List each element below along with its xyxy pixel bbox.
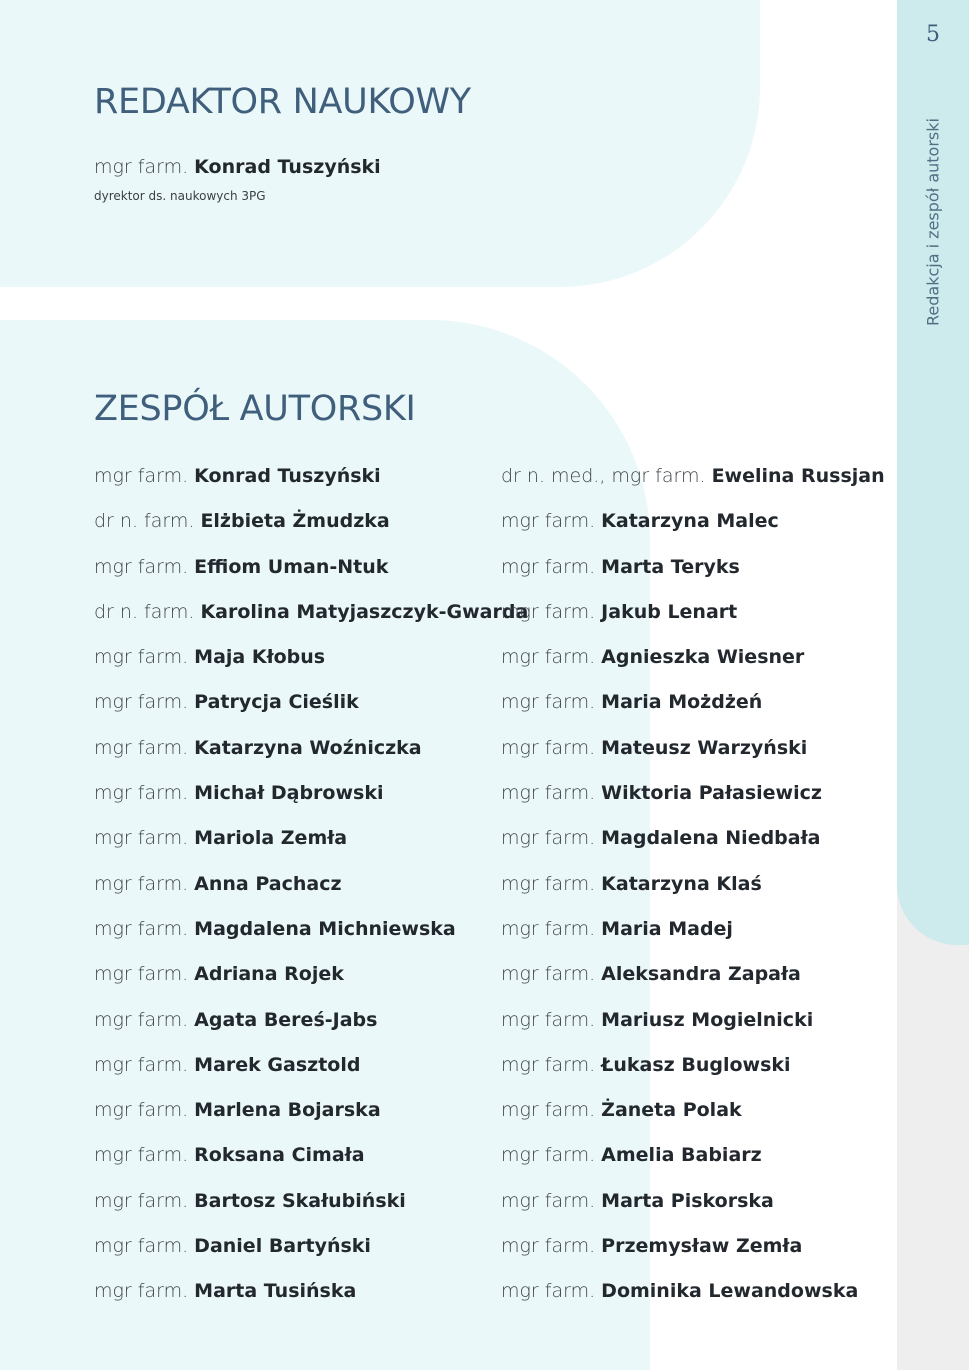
author-name: Magdalena Niedbała	[601, 827, 821, 850]
author-title-prefix: dr n. farm.	[94, 600, 195, 623]
author-title-prefix: mgr farm.	[501, 1189, 596, 1212]
author-title-prefix: mgr farm.	[94, 646, 189, 669]
author-title-prefix: mgr farm.	[501, 1280, 596, 1303]
author-title-prefix: mgr farm.	[501, 600, 596, 623]
author-item	[501, 1186, 885, 1231]
author-title-prefix: mgr farm.	[501, 827, 596, 850]
author-item	[501, 687, 885, 732]
author-item	[94, 959, 528, 1004]
editor-name: Konrad Tuszyński	[194, 156, 381, 178]
author-name: Łukasz Buglowski	[601, 1053, 791, 1076]
author-list-right	[501, 461, 885, 1322]
author-name: Mariola Zemła	[194, 827, 348, 850]
editor-heading: REDAKTOR NAUKOWY	[94, 82, 471, 122]
author-name: Agata Bereś-Jabs	[194, 1008, 378, 1031]
author-item	[94, 1231, 528, 1276]
author-name: Jakub Lenart	[601, 600, 738, 623]
author-title-prefix: mgr farm.	[501, 1144, 596, 1167]
author-title-prefix: mgr farm.	[501, 872, 596, 895]
author-name: Wiktoria Pałasiewicz	[601, 782, 822, 805]
author-title-prefix: mgr farm.	[501, 963, 596, 986]
author-name: Magdalena Michniewska	[194, 917, 456, 940]
author-item	[501, 552, 885, 597]
author-item	[94, 1050, 528, 1095]
author-name: Żaneta Polak	[601, 1099, 742, 1122]
author-title-prefix: mgr farm.	[94, 782, 189, 805]
author-name: Michał Dąbrowski	[194, 782, 384, 805]
author-name: Effiom Uman-Ntuk	[194, 555, 389, 578]
author-title-prefix: mgr farm.	[94, 1235, 189, 1258]
author-title-prefix: mgr farm.	[94, 465, 189, 487]
author-name: Mariusz Mogielnicki	[601, 1008, 814, 1031]
author-title-prefix: dr n. med., mgr farm.	[501, 465, 706, 487]
author-item	[94, 597, 528, 642]
author-name: Elżbieta Żmudzka	[200, 510, 390, 533]
author-item	[94, 869, 528, 914]
author-title-prefix: dr n. farm.	[94, 510, 195, 533]
author-name: Karolina Matyjaszczyk-Gwarda	[200, 600, 529, 623]
author-title-prefix: mgr farm.	[501, 510, 596, 533]
team-heading: ZESPÓŁ AUTORSKI	[94, 389, 416, 429]
author-title-prefix: mgr farm.	[501, 1235, 596, 1258]
author-title-prefix: mgr farm.	[94, 1280, 189, 1303]
author-name: Adriana Rojek	[194, 963, 344, 986]
author-item	[501, 597, 885, 642]
author-title-prefix: mgr farm.	[501, 1053, 596, 1076]
author-item	[94, 1095, 528, 1140]
author-item	[94, 778, 528, 823]
author-item	[94, 1005, 528, 1050]
editor-name-line	[94, 156, 381, 178]
author-name: Anna Pachacz	[194, 872, 342, 895]
author-title-prefix: mgr farm.	[94, 736, 189, 759]
chapter-side-title: Redakcja i zespół autorski	[923, 118, 943, 326]
editor-title-prefix: mgr farm.	[94, 156, 189, 178]
author-item	[501, 1005, 885, 1050]
author-name: Patrycja Cieślik	[194, 691, 359, 714]
author-item	[94, 506, 528, 551]
author-item	[501, 506, 885, 551]
author-item	[94, 823, 528, 868]
author-item	[501, 461, 885, 506]
author-item	[94, 914, 528, 959]
author-item	[501, 869, 885, 914]
author-name: Maria Możdżeń	[601, 691, 763, 714]
author-title-prefix: mgr farm.	[501, 782, 596, 805]
author-item	[501, 1140, 885, 1185]
author-name: Maja Kłobus	[194, 646, 326, 669]
author-item	[501, 778, 885, 823]
author-name: Marlena Bojarska	[194, 1099, 381, 1122]
author-title-prefix: mgr farm.	[94, 1189, 189, 1212]
author-list-left	[94, 461, 528, 1322]
author-item	[94, 687, 528, 732]
author-title-prefix: mgr farm.	[94, 691, 189, 714]
author-name: Marek Gasztold	[194, 1053, 361, 1076]
author-name: Przemysław Zemła	[601, 1235, 803, 1258]
author-item	[94, 461, 528, 506]
author-name: Ewelina Russjan	[711, 465, 885, 487]
author-name: Mateusz Warzyński	[601, 736, 808, 759]
author-item	[501, 823, 885, 868]
author-item	[94, 1276, 528, 1321]
author-title-prefix: mgr farm.	[94, 872, 189, 895]
page-number: 5	[926, 22, 940, 47]
author-item	[501, 1050, 885, 1095]
author-name: Konrad Tuszyński	[194, 465, 381, 487]
author-title-prefix: mgr farm.	[501, 1008, 596, 1031]
author-title-prefix: mgr farm.	[501, 646, 596, 669]
author-title-prefix: mgr farm.	[94, 1099, 189, 1122]
author-title-prefix: mgr farm.	[501, 1099, 596, 1122]
author-name: Dominika Lewandowska	[601, 1280, 859, 1303]
author-item	[501, 1095, 885, 1140]
author-name: Agnieszka Wiesner	[601, 646, 805, 669]
author-title-prefix: mgr farm.	[501, 555, 596, 578]
author-item	[94, 1186, 528, 1231]
author-title-prefix: mgr farm.	[501, 736, 596, 759]
author-name: Amelia Babiarz	[601, 1144, 762, 1167]
author-name: Katarzyna Klaś	[601, 872, 762, 895]
author-title-prefix: mgr farm.	[501, 691, 596, 714]
author-name: Marta Tusińska	[194, 1280, 357, 1303]
author-item	[94, 1140, 528, 1185]
author-name: Daniel Bartyński	[194, 1235, 371, 1258]
editor-role: dyrektor ds. naukowych 3PG	[94, 189, 266, 203]
author-name: Bartosz Skałubiński	[194, 1189, 406, 1212]
author-title-prefix: mgr farm.	[94, 917, 189, 940]
author-item	[501, 1276, 885, 1321]
author-name: Katarzyna Woźniczka	[194, 736, 422, 759]
author-name: Aleksandra Zapała	[601, 963, 801, 986]
author-name: Katarzyna Malec	[601, 510, 779, 533]
author-item	[94, 733, 528, 778]
author-item	[501, 642, 885, 687]
author-name: Marta Piskorska	[601, 1189, 774, 1212]
author-item	[94, 552, 528, 597]
author-item	[501, 1231, 885, 1276]
author-name: Maria Madej	[601, 917, 733, 940]
author-title-prefix: mgr farm.	[501, 917, 596, 940]
author-title-prefix: mgr farm.	[94, 1008, 189, 1031]
author-title-prefix: mgr farm.	[94, 1144, 189, 1167]
author-name: Marta Teryks	[601, 555, 740, 578]
author-item	[94, 642, 528, 687]
header-background-shape	[0, 0, 760, 287]
author-title-prefix: mgr farm.	[94, 963, 189, 986]
author-title-prefix: mgr farm.	[94, 1053, 189, 1076]
author-name: Roksana Cimała	[194, 1144, 365, 1167]
author-title-prefix: mgr farm.	[94, 555, 189, 578]
author-item	[501, 959, 885, 1004]
author-item	[501, 914, 885, 959]
author-item	[501, 733, 885, 778]
author-title-prefix: mgr farm.	[94, 827, 189, 850]
